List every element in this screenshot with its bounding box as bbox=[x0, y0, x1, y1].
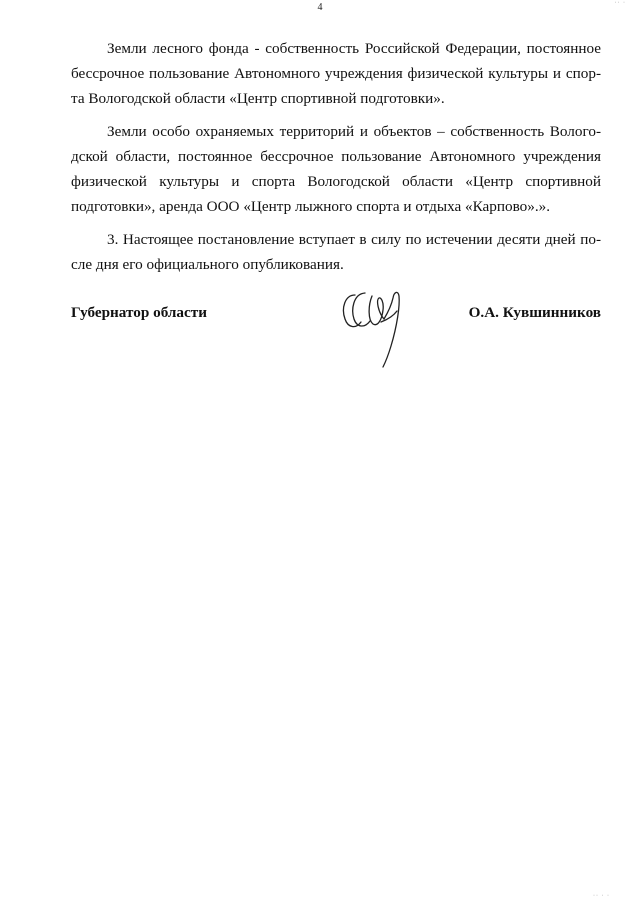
signature-block bbox=[71, 304, 601, 334]
paragraph-forest-lands: Земли лесного фонда - собственность Российской Федерации, постоянное бессрочное пользование Автономного учреждения физической культуры и спорта Вологодской области «Центр спортивной подготовки». bbox=[71, 40, 601, 107]
signer-name: О.А. Кувшинников bbox=[468, 304, 601, 321]
scan-corner-mark-top: ·· · bbox=[614, 0, 626, 6]
document-body bbox=[71, 36, 601, 285]
signer-position: Губернатор области bbox=[71, 304, 207, 321]
handwritten-signature bbox=[338, 286, 406, 368]
scan-corner-mark-bottom: ·· · · bbox=[593, 893, 610, 899]
page-number: 4 bbox=[317, 2, 323, 13]
paragraph-effective-date: 3. Настоящее постановление вступает в силу по истечении десяти дней после дня его официального опубликования. bbox=[71, 231, 601, 273]
paragraph-protected-territories: Земли особо охраняемых территорий и объектов – собственность Вологодской области, постоянное бессрочное пользование Автономного учреждения физической культуры и спорта Вологодской области «Центр спортивной подготовки», аренда ООО «Центр лыжного спорта и отдыха «Карпово».». bbox=[71, 123, 601, 215]
